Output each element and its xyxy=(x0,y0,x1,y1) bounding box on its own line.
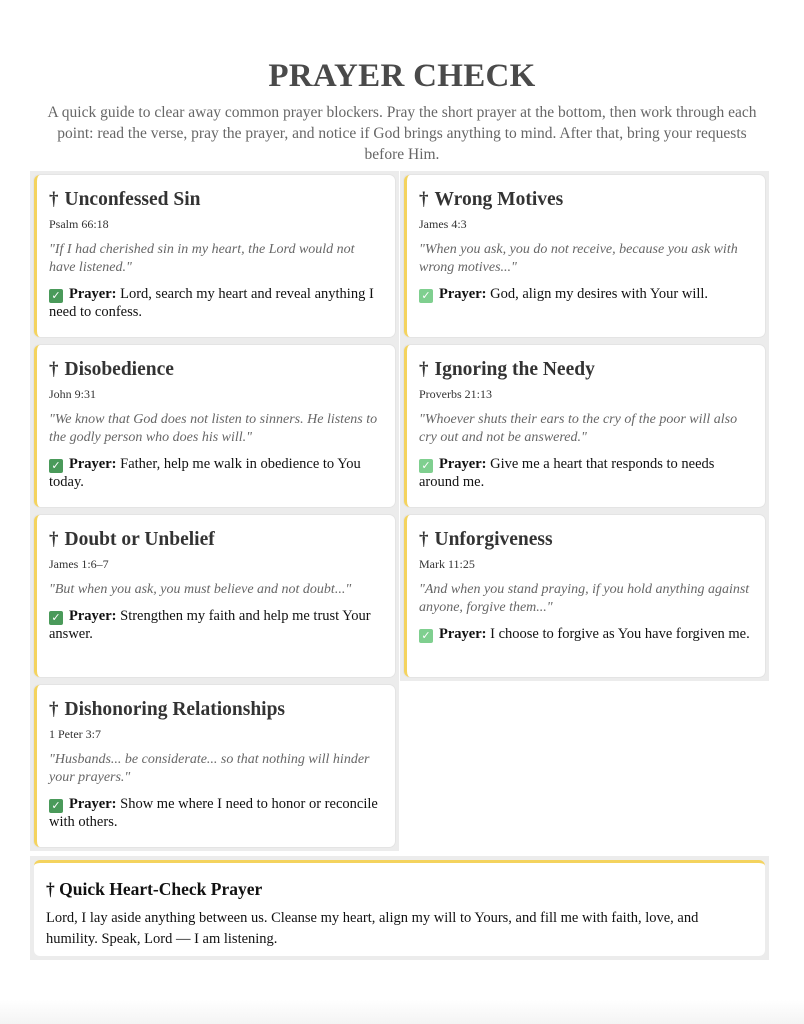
prayer-label: Prayer: xyxy=(439,626,487,642)
scripture-reference: James 4:3 xyxy=(419,217,467,231)
prayer-label: Prayer: xyxy=(69,286,117,302)
scripture-reference: John 9:31 xyxy=(49,387,97,401)
prayer-text: Show me where I need to honor or reconcile with others. xyxy=(49,796,378,830)
card-title-text: Dishonoring Relationships xyxy=(64,699,286,720)
blocker-card-ignoring-the-needy xyxy=(404,345,765,507)
blocker-card-dishonoring-relationships xyxy=(34,685,395,847)
card-title-text: Unconfessed Sin xyxy=(64,189,201,210)
prayer-text: Lord, search my heart and reveal anything I need to confess. xyxy=(49,286,374,320)
check-icon: ✓ xyxy=(419,289,433,303)
cross-icon: † xyxy=(49,189,59,210)
verse-quote: "We know that God does not listen to sinners. He listens to the godly person who does his will." xyxy=(49,412,378,445)
heart-check-title xyxy=(46,879,751,900)
cross-icon: † xyxy=(49,359,59,380)
card-title-text: Wrong Motives xyxy=(434,189,564,210)
intro-text: A quick guide to clear away common prayer blockers. Pray the short prayer at the bottom, then work through each point: read the verse, pray the prayer, and notice if God brings anything to mind. After that, bring your requests before Him. xyxy=(47,104,757,163)
check-icon: ✓ xyxy=(49,459,63,473)
prayer-text: I choose to forgive as You have forgiven me. xyxy=(490,626,750,642)
verse-quote: "Whoever shuts their ears to the cry of the poor will also cry out and not be answered." xyxy=(419,412,738,445)
check-icon: ✓ xyxy=(49,289,63,303)
prayer-line xyxy=(49,285,381,321)
card-title xyxy=(419,189,751,211)
verse-quote: "And when you stand praying, if you hold anything against anyone, forgive them..." xyxy=(419,582,750,615)
card-cell xyxy=(30,341,399,511)
card-title-text: Ignoring the Needy xyxy=(434,359,595,380)
heart-check-card xyxy=(34,860,765,956)
scripture-reference: Psalm 66:18 xyxy=(49,217,109,231)
card-title xyxy=(49,189,381,211)
prayer-label: Prayer: xyxy=(439,286,487,302)
verse-quote: "But when you ask, you must believe and not doubt..." xyxy=(49,582,352,597)
check-icon: ✓ xyxy=(49,799,63,813)
prayer-label: Prayer: xyxy=(69,456,117,472)
heart-check-title-text: Quick Heart-Check Prayer xyxy=(59,879,263,899)
cross-icon: † xyxy=(49,529,59,550)
prayer-line xyxy=(49,795,381,831)
prayer-line xyxy=(419,455,751,491)
prayer-label: Prayer: xyxy=(69,608,117,624)
scripture-reference: James 1:6–7 xyxy=(49,557,109,571)
blocker-card-doubt-or-unbelief xyxy=(34,515,395,677)
card-title-text: Disobedience xyxy=(64,359,174,380)
card-cell xyxy=(30,511,399,681)
heart-check-text: Lord, I lay aside anything between us. Cleanse my heart, align my will to Yours, and fill me with faith, love, and humility. Speak, Lord — I am listening. xyxy=(46,910,699,947)
card-title xyxy=(49,529,381,551)
prayer-line xyxy=(49,607,381,643)
card-title xyxy=(419,529,751,551)
blocker-card-disobedience xyxy=(34,345,395,507)
scripture-reference: Mark 11:25 xyxy=(419,557,475,571)
check-icon: ✓ xyxy=(419,629,433,643)
verse-quote: "If I had cherished sin in my heart, the Lord would not have listened." xyxy=(49,242,355,275)
card-title-text: Unforgiveness xyxy=(434,529,553,550)
page-bottom-fade xyxy=(0,1000,804,1024)
prayer-line xyxy=(419,285,751,303)
cross-icon: † xyxy=(49,699,59,720)
verse-quote: "When you ask, you do not receive, because you ask with wrong motives..." xyxy=(419,242,738,275)
blocker-card-unforgiveness xyxy=(404,515,765,677)
prayer-text: Father, help me walk in obedience to You today. xyxy=(49,456,361,490)
card-cell xyxy=(400,511,769,681)
card-cell xyxy=(400,171,769,341)
blocker-card-unconfessed-sin xyxy=(34,175,395,337)
page-title: PRAYER CHECK xyxy=(268,58,536,94)
cross-icon: † xyxy=(46,879,55,899)
card-title xyxy=(49,359,381,381)
prayer-text: Strengthen my faith and help me trust Your answer. xyxy=(49,608,371,642)
prayer-text: God, align my desires with Your will. xyxy=(490,286,709,302)
card-title-text: Doubt or Unbelief xyxy=(64,529,215,550)
check-icon: ✓ xyxy=(49,611,63,625)
heart-check-section xyxy=(30,856,769,960)
blocker-card-wrong-motives xyxy=(404,175,765,337)
card-cell xyxy=(30,171,399,341)
prayer-line xyxy=(419,625,751,643)
prayer-blocker-grid xyxy=(30,171,769,851)
prayer-line xyxy=(49,455,381,491)
prayer-text: Give me a heart that responds to needs around me. xyxy=(419,456,715,490)
verse-quote: "Husbands... be considerate... so that nothing will hinder your prayers." xyxy=(49,752,370,785)
cross-icon: † xyxy=(419,189,429,210)
prayer-label: Prayer: xyxy=(439,456,487,472)
cross-icon: † xyxy=(419,359,429,380)
prayer-label: Prayer: xyxy=(69,796,117,812)
scripture-reference: Proverbs 21:13 xyxy=(419,387,492,401)
card-title xyxy=(419,359,751,381)
check-icon: ✓ xyxy=(419,459,433,473)
cross-icon: † xyxy=(419,529,429,550)
scripture-reference: 1 Peter 3:7 xyxy=(49,727,101,741)
card-cell xyxy=(400,341,769,511)
card-cell xyxy=(30,681,399,851)
card-title xyxy=(49,699,381,721)
